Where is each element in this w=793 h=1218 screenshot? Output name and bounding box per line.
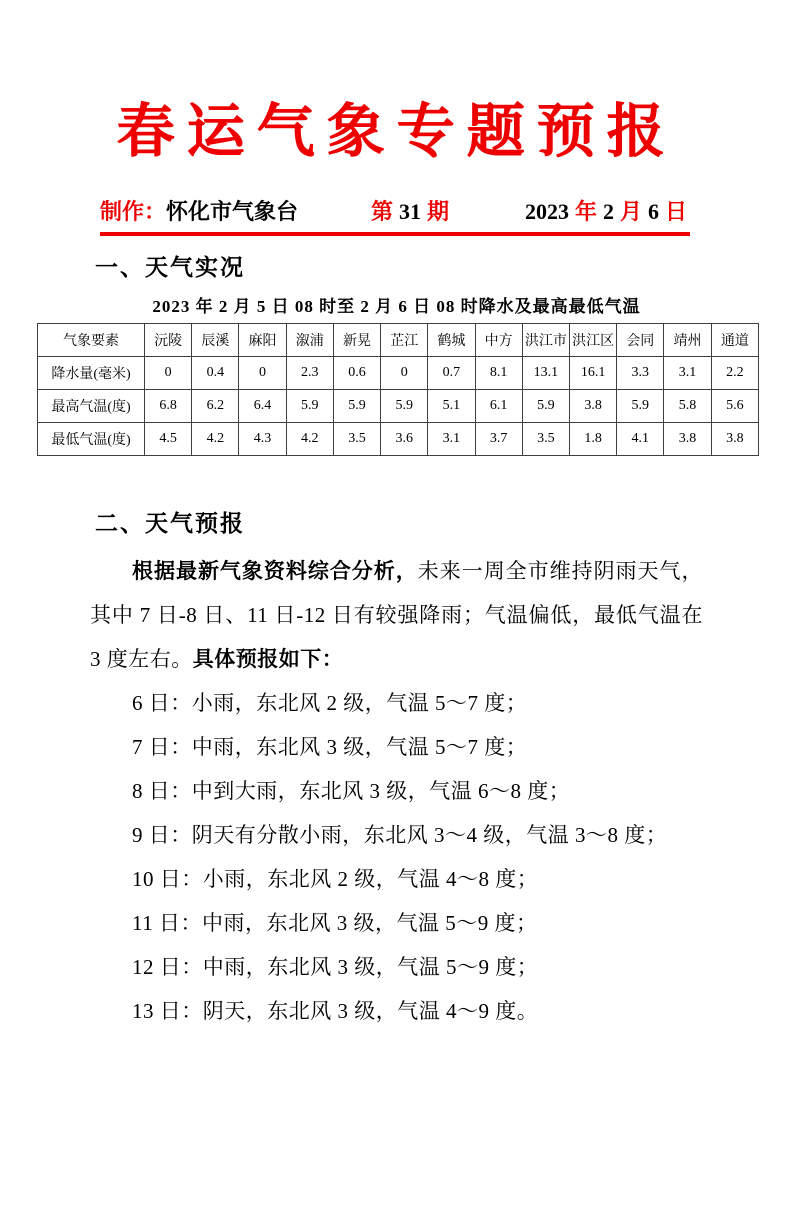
forecast-line: 7 日：中雨，东北风 3 级，气温 5～7 度； <box>132 734 528 759</box>
column-header: 新晃 <box>333 323 380 356</box>
table-cell: 0 <box>239 356 286 389</box>
forecast-line: 11 日：中雨，东北风 3 级，气温 5～9 度； <box>132 910 538 935</box>
issue-date <box>522 199 690 225</box>
table-cell: 3.8 <box>569 389 616 422</box>
table-cell: 0.7 <box>428 356 475 389</box>
forecast-line: 13 日：阴天，东北风 3 级，气温 4～9 度。 <box>132 998 539 1023</box>
table-cell: 6.4 <box>239 389 286 422</box>
date-year: 2023 <box>524 198 569 224</box>
weather-table <box>37 323 759 456</box>
table-cell: 3.8 <box>664 422 711 455</box>
forecast-line: 10 日：小雨，东北风 2 级，气温 4～8 度； <box>132 866 539 891</box>
column-header: 靖州 <box>664 323 711 356</box>
table-cell: 5.8 <box>664 389 711 422</box>
table-row <box>38 422 759 455</box>
section1-heading: 一、天气实况 <box>95 254 245 280</box>
table-cell: 6.2 <box>192 389 239 422</box>
table-cell: 4.1 <box>617 422 664 455</box>
forecast-line: 9 日：阴天有分散小雨，东北风 3～4 级，气温 3～8 度； <box>132 822 668 847</box>
column-header: 气象要素 <box>38 323 145 356</box>
table-cell: 4.5 <box>145 422 192 455</box>
column-header: 芷江 <box>381 323 428 356</box>
divider-rule <box>100 232 690 236</box>
date-month: 2 <box>602 198 614 224</box>
table-cell: 4.2 <box>192 422 239 455</box>
forecast-line: 6 日：小雨，东北风 2 级，气温 5～7 度； <box>132 690 528 715</box>
date-day-unit: 日 <box>664 198 687 224</box>
date-month-unit: 月 <box>619 198 642 224</box>
date-year-unit: 年 <box>574 198 597 224</box>
producer-label: 制作： <box>100 198 167 224</box>
column-header: 麻阳 <box>239 323 286 356</box>
table-cell: 0.6 <box>333 356 380 389</box>
table-cell: 0 <box>381 356 428 389</box>
table-cell: 8.1 <box>475 356 522 389</box>
intro-body: 未来一周全市维持阴雨天气，其中 7 日-8 日、11 日-12 日有较强降雨；气温偏低，最低气温在 3 度左右。 <box>90 558 704 671</box>
table-cell: 4.2 <box>286 422 333 455</box>
table-cell: 2.3 <box>286 356 333 389</box>
issue-number <box>368 199 452 225</box>
table-cell: 13.1 <box>522 356 569 389</box>
table-cell: 3.5 <box>522 422 569 455</box>
row-label: 最高气温(度) <box>38 389 145 422</box>
document-title: 春运气象专题预报 <box>116 99 677 164</box>
table-cell: 6.8 <box>145 389 192 422</box>
table-cell: 3.7 <box>475 422 522 455</box>
table-cell: 5.9 <box>381 389 428 422</box>
table-cell: 3.6 <box>381 422 428 455</box>
table-cell: 3.1 <box>664 356 711 389</box>
weather-table-header-row <box>38 323 759 356</box>
column-header: 通道 <box>711 323 758 356</box>
section2-heading: 二、天气预报 <box>95 510 245 536</box>
column-header: 溆浦 <box>286 323 333 356</box>
intro-bold-lead: 根据最新气象资料综合分析， <box>132 558 418 583</box>
table-cell: 5.6 <box>711 389 758 422</box>
table-row <box>38 389 759 422</box>
table-cell: 4.3 <box>239 422 286 455</box>
date-day: 6 <box>647 198 659 224</box>
weather-table-title: 2023 年 2 月 5 日 08 时至 2 月 6 日 08 时降水及最高最低气温 <box>152 296 641 316</box>
document-page <box>0 96 793 1033</box>
table-cell: 3.5 <box>333 422 380 455</box>
weather-table-body <box>38 356 759 455</box>
table-cell: 5.9 <box>286 389 333 422</box>
table-cell: 0.4 <box>192 356 239 389</box>
forecast-line: 12 日：中雨，东北风 3 级，气温 5～9 度； <box>132 954 539 979</box>
table-cell: 16.1 <box>569 356 616 389</box>
column-header: 中方 <box>475 323 522 356</box>
table-cell: 3.3 <box>617 356 664 389</box>
table-cell: 3.1 <box>428 422 475 455</box>
producer <box>100 199 298 225</box>
table-cell: 2.2 <box>711 356 758 389</box>
table-cell: 5.1 <box>428 389 475 422</box>
column-header: 洪江区 <box>569 323 616 356</box>
issue-prefix: 第 <box>370 198 393 224</box>
table-cell: 6.1 <box>475 389 522 422</box>
row-label: 降水量(毫米) <box>38 356 145 389</box>
forecast-line: 8 日：中到大雨，东北风 3 级，气温 6～8 度； <box>132 778 571 803</box>
column-header: 鹤城 <box>428 323 475 356</box>
table-row <box>38 356 759 389</box>
meta-row <box>100 199 690 225</box>
table-cell: 1.8 <box>569 422 616 455</box>
table-cell: 5.9 <box>333 389 380 422</box>
issue-suffix: 期 <box>426 198 449 224</box>
column-header: 会同 <box>617 323 664 356</box>
producer-value: 怀化市气象台 <box>166 198 299 224</box>
forecast-intro-paragraph <box>90 549 703 681</box>
table-cell: 5.9 <box>617 389 664 422</box>
issue-value: 31 <box>398 198 421 224</box>
table-cell: 5.9 <box>522 389 569 422</box>
table-cell: 0 <box>145 356 192 389</box>
column-header: 辰溪 <box>192 323 239 356</box>
row-label: 最低气温(度) <box>38 422 145 455</box>
column-header: 沅陵 <box>145 323 192 356</box>
intro-bold-tail: 具体预报如下： <box>192 646 344 671</box>
column-header: 洪江市 <box>522 323 569 356</box>
forecast-list <box>90 681 703 1033</box>
table-cell: 3.8 <box>711 422 758 455</box>
